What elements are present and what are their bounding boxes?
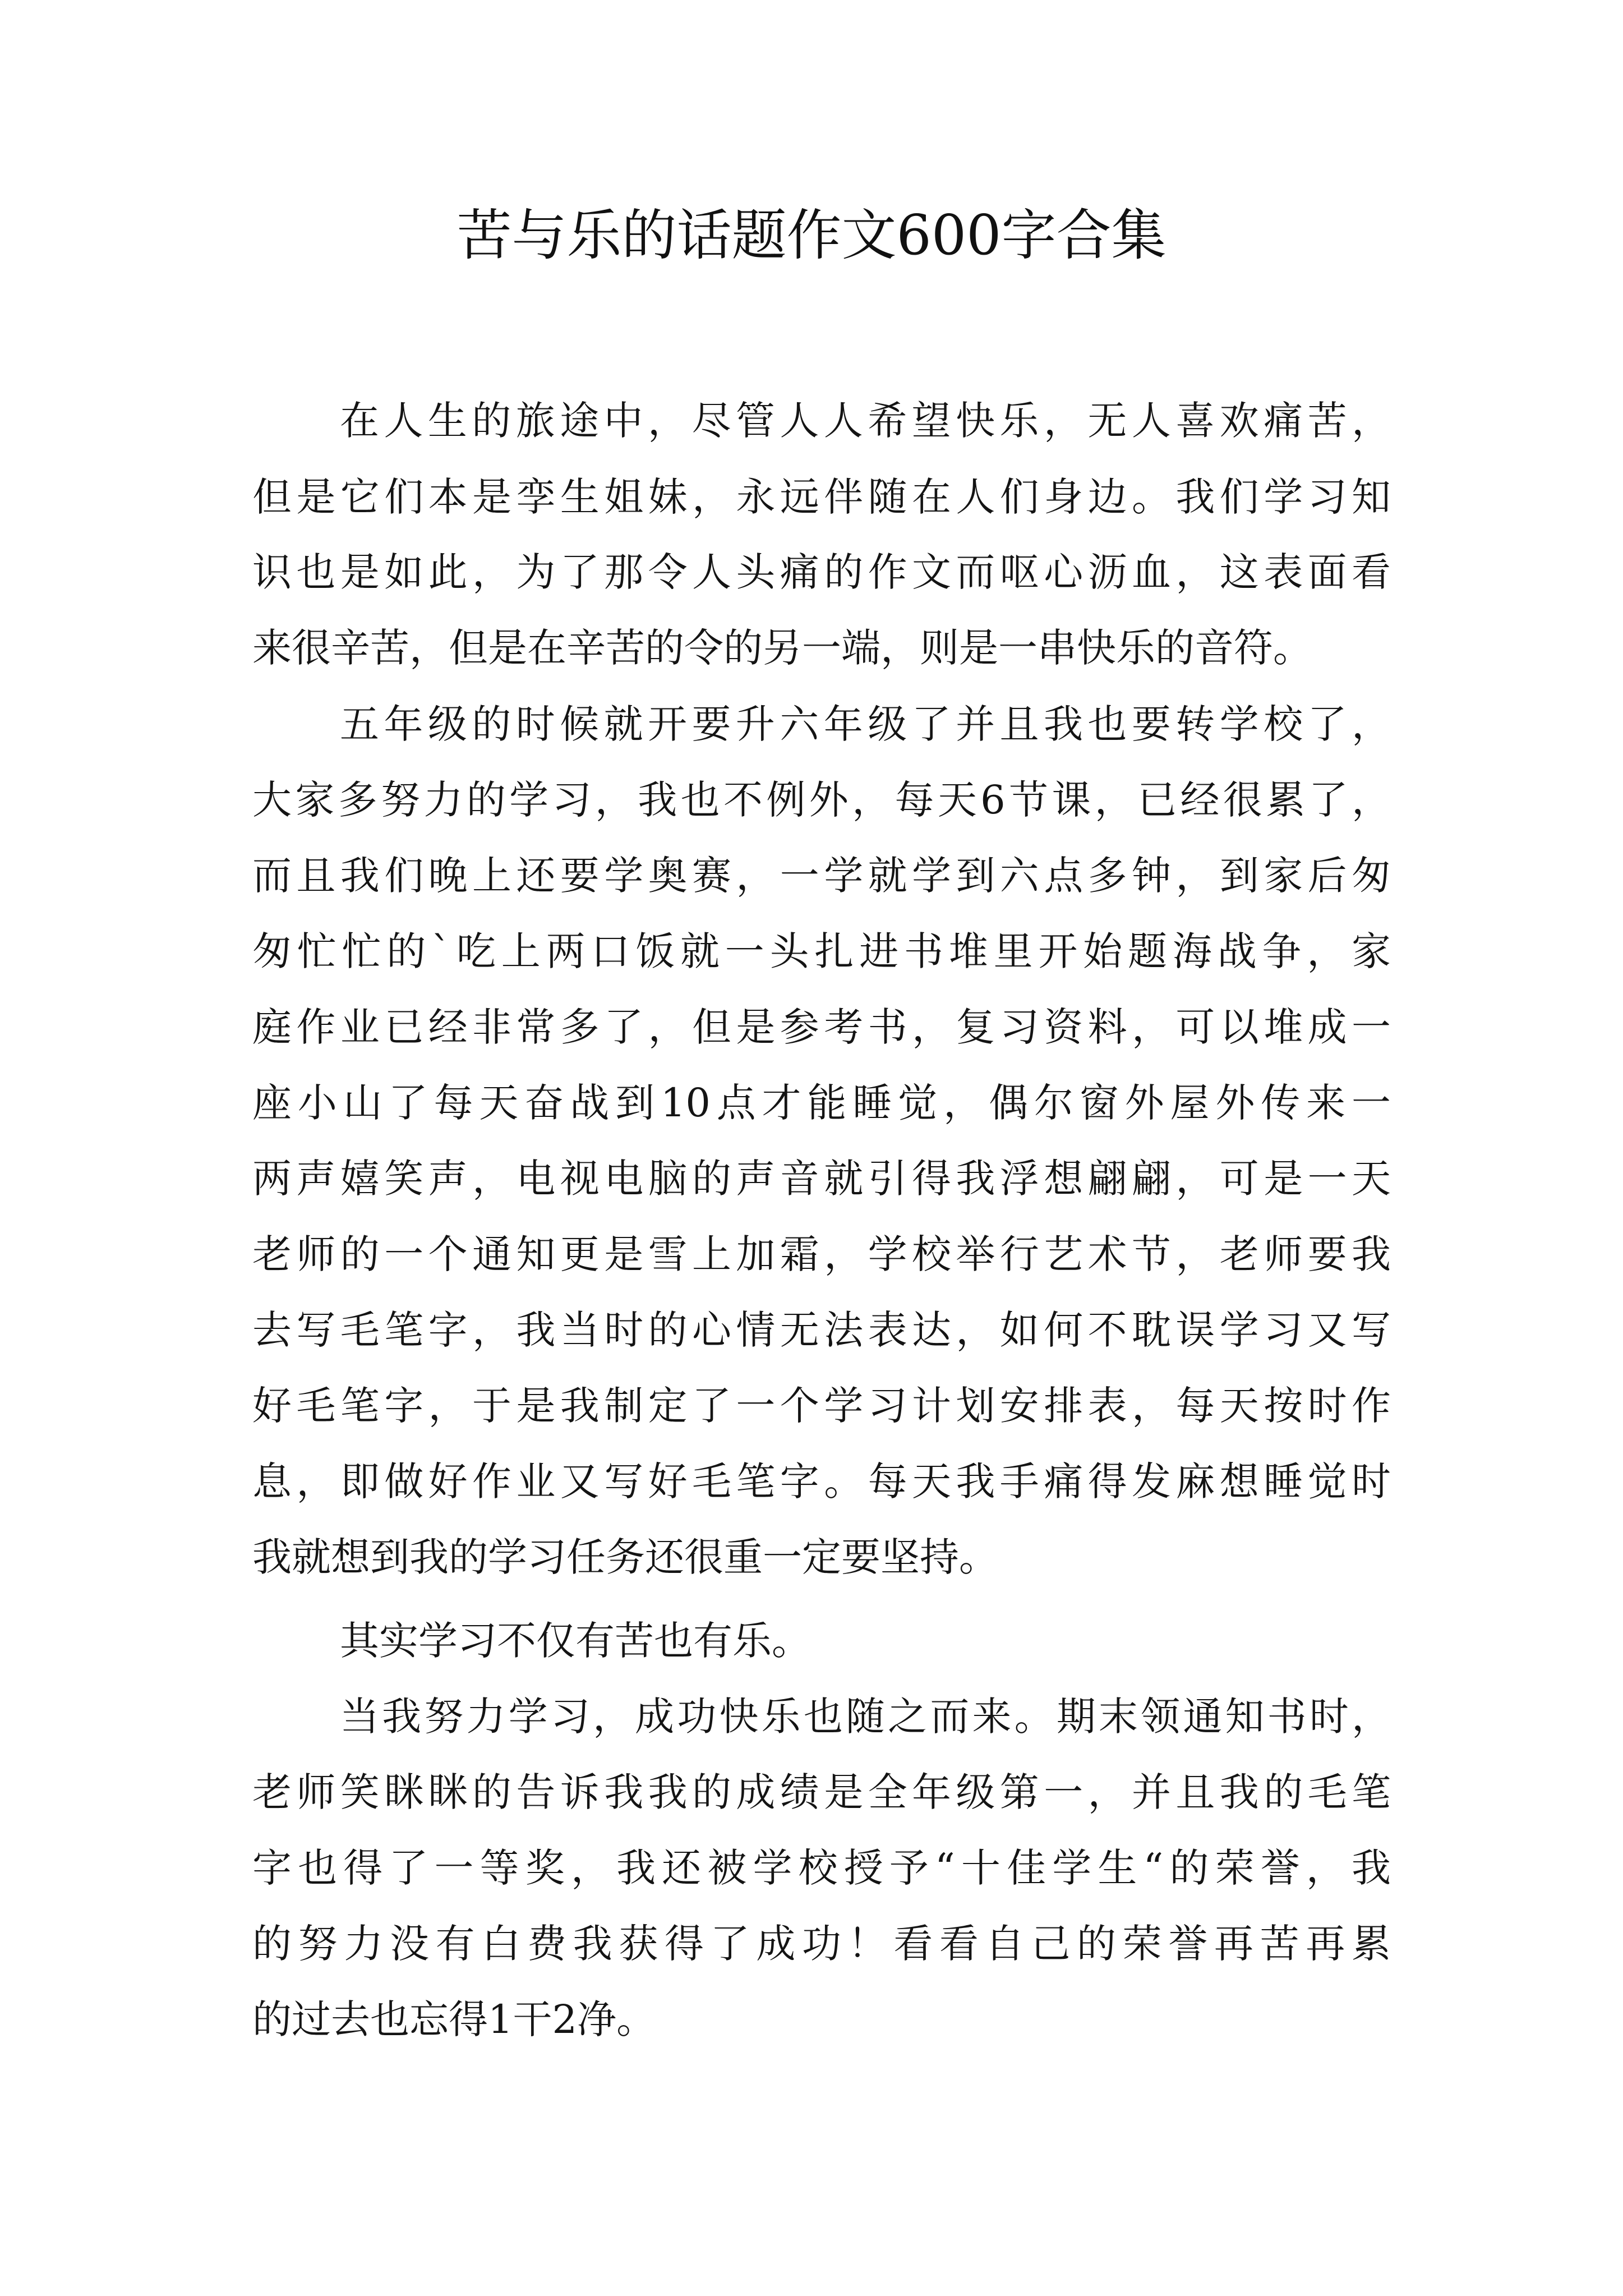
paragraph-2-line-5: 庭作业已经非常多了，但是参考书，复习资料，可以堆成一 [252,1004,1391,1050]
paragraph-2-line-1: 五年级的时候就开要升六年级了并且我也要转学校了， [340,701,1391,747]
paragraph-4-line-1: 当我努力学习，成功快乐也随之而来。期末领通知书时， [340,1694,1391,1740]
paragraph-2-line-9: 去写毛笔字，我当时的心情无法表达，如何不耽误学习又写 [252,1307,1391,1353]
paragraph-3-line-1: 其实学习不仅有苦也有乐。 [340,1618,811,1664]
paragraph-1-line-3: 识也是如此，为了那令人头痛的作文而呕心沥血，这表面看 [252,549,1391,595]
paragraph-2-line-11: 息，即做好作业又写好毛笔字。每天我手痛得发麻想睡觉时 [252,1458,1391,1504]
paragraph-1-line-2: 但是它们本是孪生姐妹，永远伴随在人们身边。我们学习知 [252,474,1391,520]
paragraph-1-line-1: 在人生的旅途中，尽管人人希望快乐，无人喜欢痛苦， [340,398,1391,444]
paragraph-4-line-3: 字也得了一等奖，我还被学校授予“十佳学生“的荣誉，我 [252,1845,1391,1891]
paragraph-4-line-5: 的过去也忘得1干2净。 [252,1996,656,2042]
paragraph-4-line-4: 的努力没有白费我获得了成功！看看自己的荣誉再苦再累 [252,1921,1391,1967]
paragraph-2-line-8: 老师的一个通知更是雪上加霜，学校举行艺术节，老师要我 [252,1231,1391,1277]
paragraph-4-line-2: 老师笑眯眯的告诉我我的成绩是全年级第一，并且我的毛笔 [252,1769,1391,1815]
paragraph-2-line-12: 我就想到我的学习任务还很重一定要坚持。 [252,1534,998,1580]
document-title: 苦与乐的话题作文600字合集 [457,204,1166,268]
paragraph-1-line-4: 来很辛苦，但是在辛苦的令的另一端，则是一串快乐的音符。 [252,625,1312,671]
paragraph-2-line-10: 好毛笔字，于是我制定了一个学习计划安排表，每天按时作 [252,1383,1391,1429]
paragraph-2-line-4: 匆忙忙的`吃上两口饭就一头扎进书堆里开始题海战争，家 [252,928,1391,974]
paragraph-2-line-2: 大家多努力的学习，我也不例外，每天6节课，已经很累了， [252,777,1391,823]
paragraph-2-line-6: 座小山了每天奋战到10点才能睡觉，偶尔窗外屋外传来一 [252,1080,1391,1126]
paragraph-2-line-7: 两声嬉笑声，电视电脑的声音就引得我浮想翩翩，可是一天 [252,1156,1391,1202]
paragraph-2-line-3: 而且我们晚上还要学奥赛，一学就学到六点多钟，到家后匆 [252,853,1391,899]
